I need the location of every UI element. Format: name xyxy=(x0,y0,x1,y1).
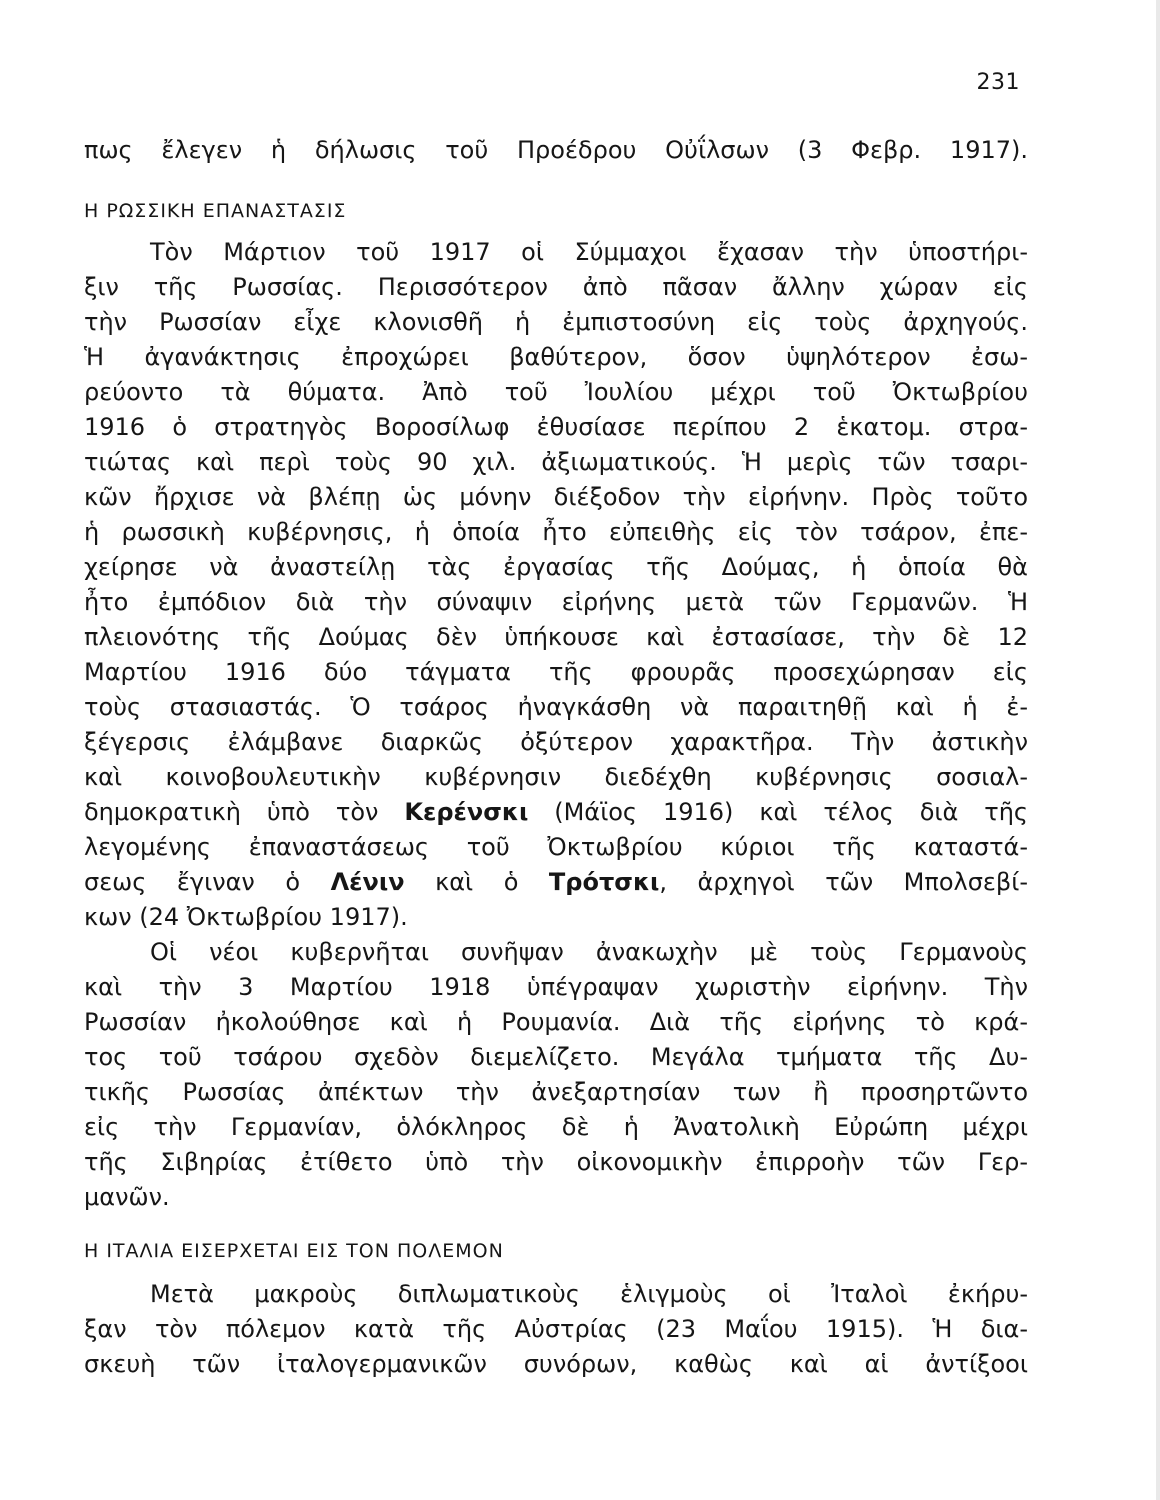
text-line: καὶ κοινοβουλευτικὴν κυβέρνησιν διεδέχθη κυβέρνησις σοσιαλ- xyxy=(84,763,1028,791)
text-line: ρεύοντο τὰ θύματα. Ἀπὸ τοῦ Ἰουλίου μέχρι τοῦ Ὀκτωβρίου xyxy=(84,378,1028,406)
text-segment: (Μάϊος 1916) καὶ τέλος διὰ τῆς xyxy=(528,798,1028,826)
text-line: τῆς Σιβηρίας ἐτίθετο ὑπὸ τὴν οἰκονομικὴν ἐπιρροὴν τῶν Γερ- xyxy=(84,1148,1028,1176)
section-heading-italy: Η ΙΤΑΛΙΑ ΕΙΣΕΡΧΕΤΑΙ ΕΙΣ ΤΟΝ ΠΟΛΕΜΟΝ xyxy=(84,1240,504,1262)
name-lenin: Λένιν xyxy=(330,868,405,896)
text-line: κῶν ἤρχισε νὰ βλέπῃ ὡς μόνην διέξοδον τὴν εἰρήνην. Πρὸς τοῦτο xyxy=(84,483,1028,511)
page-number: 231 xyxy=(976,70,1020,95)
text-line-lenin-trotski xyxy=(84,870,1028,894)
text-line: πλειονότης τῆς Δούμας δὲν ὑπήκουσε καὶ ἐστασίασε, τὴν δὲ 12 xyxy=(84,623,1028,651)
text-line: ξέγερσις ἐλάμβανε διαρκῶς ὀξύτερον χαρακτῆρα. Τὴν ἀστικὴν xyxy=(84,728,1028,756)
text-line: λεγομένης ἐπαναστάσεως τοῦ Ὀκτωβρίου κύριοι τῆς καταστά- xyxy=(84,833,1028,861)
text-segment: σεως ἔγιναν ὁ xyxy=(84,868,331,896)
text-line: εἰς τὴν Γερμανίαν, ὁλόκληρος δὲ ἡ Ἀνατολικὴ Εὐρώπη μέχρι xyxy=(84,1113,1028,1141)
text-line: κων (24 Ὀκτωβρίου 1917). xyxy=(84,903,408,931)
text-line: τὴν Ρωσσίαν εἶχε κλονισθῆ ἡ ἐμπιστοσύνη εἰς τοὺς ἀρχηγούς. xyxy=(84,308,1028,336)
text-line: τοὺς στασιαστάς. Ὁ τσάρος ἠναγκάσθη νὰ παραιτηθῇ καὶ ἡ ἐ- xyxy=(84,693,1028,721)
text-line: χείρησε νὰ ἀναστείλῃ τὰς ἐργασίας τῆς Δούμας, ἡ ὁποία θὰ xyxy=(84,553,1028,581)
name-kerenski: Κερένσκι xyxy=(404,798,529,826)
text-line: καὶ τὴν 3 Μαρτίου 1918 ὑπέγραψαν χωριστὴν εἰρήνην. Τὴν xyxy=(84,973,1028,1001)
text-line: σκευὴ τῶν ἰταλογερμανικῶν συνόρων, καθὼς καὶ αἱ ἀντίξοοι xyxy=(84,1350,1028,1378)
text-segment: καὶ ὁ xyxy=(404,868,549,896)
text-segment: , ἀρχηγοὶ τῶν Μπολσεβί- xyxy=(659,868,1029,896)
text-line: ἡ ρωσσικὴ κυβέρνησις, ἡ ὁποία ἦτο εὐπειθὴς εἰς τὸν τσάρον, ἐπε- xyxy=(84,518,1028,546)
text-line: Τὸν Μάρτιον τοῦ 1917 οἱ Σύμμαχοι ἔχασαν τὴν ὑποστήρι- xyxy=(150,238,1028,266)
text-line: Ἡ ἀγανάκτησις ἐπροχώρει βαθύτερον, ὅσον ὑψηλότερον ἐσω- xyxy=(84,343,1028,371)
text-line: πως ἔλεγεν ἡ δήλωσις τοῦ Προέδρου Οὐΐλσων (3 Φεβρ. 1917). xyxy=(84,136,1028,164)
text-line: Ρωσσίαν ἠκολούθησε καὶ ἡ Ρουμανία. Διὰ τῆς εἰρήνης τὸ κρά- xyxy=(84,1008,1028,1036)
text-segment: δημοκρατικὴ ὑπὸ τὸν xyxy=(84,798,405,826)
text-line: Οἱ νέοι κυβερνῆται συνῆψαν ἀνακωχὴν μὲ τοὺς Γερμανοὺς xyxy=(150,938,1028,966)
section-heading-russian-revolution: Η ΡΩΣΣΙΚΗ ΕΠΑΝΑΣΤΑΣΙΣ xyxy=(84,200,347,222)
text-line: Μετὰ μακροὺς διπλωματικοὺς ἑλιγμοὺς οἱ Ἰταλοὶ ἐκήρυ- xyxy=(150,1280,1028,1308)
text-line: ξιν τῆς Ρωσσίας. Περισσότερον ἀπὸ πᾶσαν ἄλλην χώραν εἰς xyxy=(84,273,1028,301)
text-line: μανῶν. xyxy=(84,1183,170,1211)
text-line: 1916 ὁ στρατηγὸς Βοροσίλωφ ἐθυσίασε περίπου 2 ἑκατομ. στρα- xyxy=(84,413,1028,441)
text-line: ξαν τὸν πόλεμον κατὰ τῆς Αὐστρίας (23 Μαΐου 1915). Ἡ δια- xyxy=(84,1315,1028,1343)
text-line: τικῆς Ρωσσίας ἀπέκτων τὴν ἀνεξαρτησίαν των ἢ προσηρτῶντο xyxy=(84,1078,1028,1106)
page-edge xyxy=(1156,0,1160,1500)
text-line: ἦτο ἐμπόδιον διὰ τὴν σύναψιν εἰρήνης μετὰ τῶν Γερμανῶν. Ἡ xyxy=(84,588,1028,616)
text-line: τιώτας καὶ περὶ τοὺς 90 χιλ. ἀξιωματικούς. Ἡ μερὶς τῶν τσαρι- xyxy=(84,448,1028,476)
text-line-kerenski xyxy=(84,800,1028,824)
text-line: Μαρτίου 1916 δύο τάγματα τῆς φρουρᾶς προσεχώρησαν εἰς xyxy=(84,658,1028,686)
name-trotski: Τρότσκι xyxy=(548,868,660,896)
text-line: τος τοῦ τσάρου σχεδὸν διεμελίζετο. Μεγάλα τμήματα τῆς Δυ- xyxy=(84,1043,1028,1071)
